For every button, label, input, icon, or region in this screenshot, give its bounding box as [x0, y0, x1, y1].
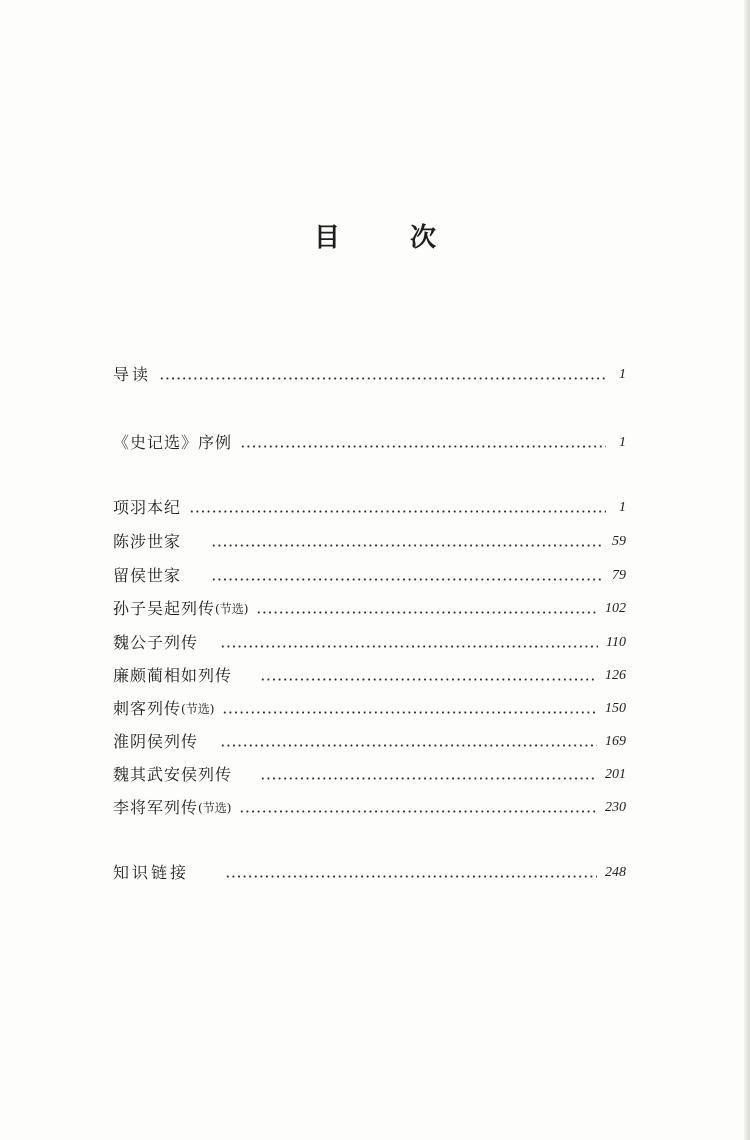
toc-entry-page-number: 79 — [612, 568, 626, 583]
page-edge-shadow — [744, 0, 750, 1140]
toc-entry-title: 魏公子列传 — [113, 633, 199, 652]
toc-entry[interactable] — [113, 694, 626, 720]
toc-entry[interactable] — [113, 360, 626, 386]
toc-entry-page-number: 248 — [605, 865, 626, 880]
dot-leader — [220, 744, 597, 747]
toc-entry-title: 李将军列传 — [113, 798, 199, 817]
toc-entry-title: 导读 — [113, 365, 152, 384]
toc-entry[interactable] — [113, 661, 626, 687]
toc-entry-note: (节选) — [181, 702, 215, 716]
toc-entry-note: (节选) — [215, 602, 249, 616]
toc-entry-page-number: 1 — [619, 500, 626, 515]
toc-entry-page-number: 201 — [605, 767, 626, 782]
dot-leader — [159, 377, 606, 380]
toc-entry-page-number: 110 — [606, 635, 626, 650]
toc-entry[interactable] — [113, 428, 626, 454]
toc-entry[interactable] — [113, 760, 626, 786]
toc-entry-title: 《史记选》序例 — [113, 433, 233, 452]
toc-entry-title: 孙子吴起列传 — [113, 599, 216, 618]
toc-entry-title: 知识链接 — [113, 863, 190, 882]
toc-entry-title: 淮阴侯列传 — [113, 732, 199, 751]
toc-entry-title: 留侯世家 — [113, 566, 182, 585]
toc-entry[interactable] — [113, 527, 626, 553]
toc-entry[interactable] — [113, 594, 626, 620]
dot-leader — [189, 510, 606, 513]
toc-entry[interactable] — [113, 858, 626, 884]
dot-leader — [239, 810, 597, 813]
dot-leader — [240, 445, 606, 448]
toc-entry-page-number: 230 — [605, 800, 626, 815]
toc-entry[interactable] — [113, 727, 626, 753]
toc-entry-page-number: 1 — [619, 435, 626, 450]
dot-leader — [220, 645, 598, 648]
toc-entry-page-number: 169 — [605, 734, 626, 749]
toc-entry-title: 魏其武安侯列传 — [113, 765, 233, 784]
toc-title: 目 次 — [313, 223, 458, 253]
dot-leader — [260, 777, 597, 780]
toc-entry-page-number: 150 — [605, 701, 626, 716]
toc-entry[interactable] — [113, 793, 626, 819]
toc-entry-page-number: 126 — [605, 668, 626, 683]
toc-entry-page-number: 59 — [612, 534, 626, 549]
toc-entry-title: 陈涉世家 — [113, 532, 182, 551]
toc-entry-title: 项羽本纪 — [113, 498, 182, 517]
toc-entry-page-number: 102 — [605, 601, 626, 616]
toc-entry-title: 廉颇蔺相如列传 — [113, 666, 233, 685]
dot-leader — [222, 711, 597, 714]
dot-leader — [256, 611, 597, 614]
toc-entry-page-number: 1 — [619, 367, 626, 382]
dot-leader — [211, 544, 604, 547]
toc-entry-note: (节选) — [198, 801, 232, 815]
toc-entry[interactable] — [113, 628, 626, 654]
dot-leader — [260, 678, 597, 681]
toc-entry[interactable] — [113, 493, 626, 519]
dot-leader — [225, 875, 597, 878]
toc-entry-title: 刺客列传 — [113, 699, 182, 718]
toc-entry[interactable] — [113, 561, 626, 587]
dot-leader — [211, 578, 604, 581]
